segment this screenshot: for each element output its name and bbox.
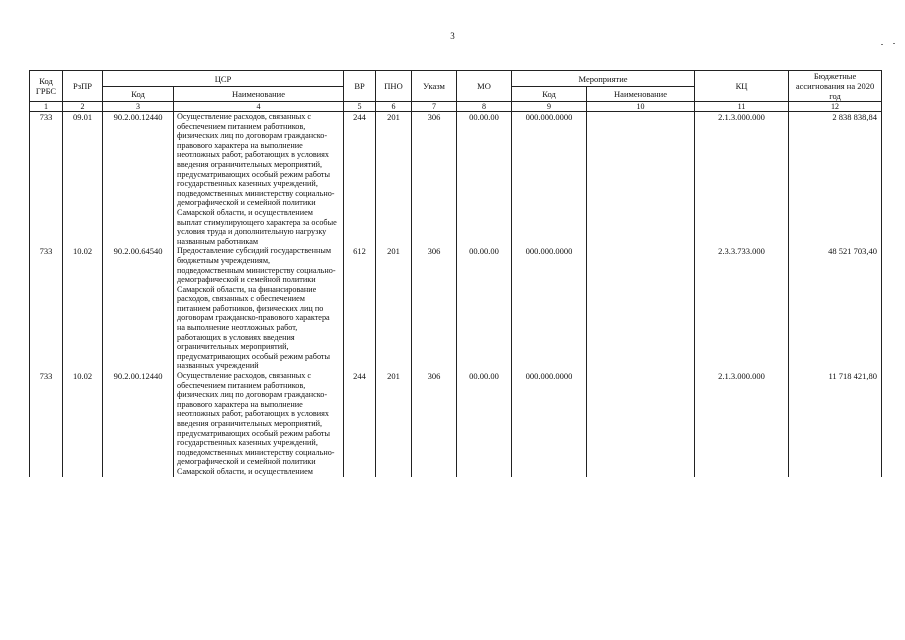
header-mo: МО <box>457 71 512 102</box>
column-number: 2 <box>63 102 103 112</box>
table-header <box>30 71 882 112</box>
cell-kc: 2.1.3.000.000 <box>695 371 789 477</box>
column-number: 1 <box>30 102 63 112</box>
header-csr-group: ЦСР <box>103 71 344 87</box>
cell-pno: 201 <box>376 246 412 371</box>
table-row <box>30 246 882 371</box>
scan-speck <box>893 43 895 44</box>
column-number: 4 <box>174 102 344 112</box>
header-ukazm: Указм <box>412 71 457 102</box>
cell-csr-name: Предоставление субсидий государственным бюджетным учреждениям, подведомственным министерству социально-демографической и семейной политики Самарской области, на финансирование расходов, связанных с обеспечением питанием работников, физических лиц по договорам гражданско-правового характера на выполнение неотложных работ, работающих в условиях введения ограничительных мероприятий, предусматривающих особый режим работы названных учреждений <box>174 246 344 371</box>
cell-ukazm: 306 <box>412 371 457 477</box>
header-csr-code: Код <box>103 87 174 102</box>
cell-mo: 00.00.00 <box>457 246 512 371</box>
cell-mo: 00.00.00 <box>457 371 512 477</box>
header-event-name: Наименование <box>587 87 695 102</box>
cell-rzpr: 09.01 <box>63 112 103 247</box>
table-row <box>30 371 882 477</box>
cell-pno: 201 <box>376 112 412 247</box>
cell-event-code: 000.000.0000 <box>512 112 587 247</box>
column-number: 5 <box>344 102 376 112</box>
cell-vr: 612 <box>344 246 376 371</box>
cell-csr-code: 90.2.00.12440 <box>103 371 174 477</box>
cell-mo: 00.00.00 <box>457 112 512 247</box>
header-vr: ВР <box>344 71 376 102</box>
cell-grbs: 733 <box>30 371 63 477</box>
cell-amount: 48 521 703,40 <box>789 246 882 371</box>
cell-vr: 244 <box>344 112 376 247</box>
cell-ukazm: 306 <box>412 246 457 371</box>
cell-event-name <box>587 371 695 477</box>
table-row <box>30 112 882 247</box>
header-allocations: Бюджетные ассигнования на 2020 год <box>789 71 882 102</box>
column-number: 7 <box>412 102 457 112</box>
header-csr-name: Наименование <box>174 87 344 102</box>
cell-csr-name: Осуществление расходов, связанных с обеспечением питанием работников, физических лиц по договорам гражданско-правового характера на выполнение неотложных работ, работающих в условиях введения ограничительных мероприятий, предусматривающих особый режим работы государственных казенных учреждений, подведомственных министерству социально-демографической и семейной политики Самарской области, и осуществлением выплат стимулирующего характера за особые условия труда и дополнительную нагрузку названным работникам <box>174 112 344 247</box>
column-number: 9 <box>512 102 587 112</box>
budget-allocation-table <box>29 70 882 477</box>
column-number: 12 <box>789 102 882 112</box>
cell-grbs: 733 <box>30 112 63 247</box>
header-event-code: Код <box>512 87 587 102</box>
scan-speck <box>881 44 883 45</box>
column-number: 11 <box>695 102 789 112</box>
cell-grbs: 733 <box>30 246 63 371</box>
cell-csr-code: 90.2.00.12440 <box>103 112 174 247</box>
column-number: 8 <box>457 102 512 112</box>
cell-event-name <box>587 246 695 371</box>
cell-pno: 201 <box>376 371 412 477</box>
cell-event-name <box>587 112 695 247</box>
cell-csr-name: Осуществление расходов, связанных с обеспечением питанием работников, физических лиц по договорам гражданско-правового характера на выполнение неотложных работ, работающих в условиях введения ограничительных мероприятий, предусматривающих особый режим работы государственных казенных учреждений, подведомственных министерству социально-демографической и семейной политики Самарской области, и осуществлением <box>174 371 344 477</box>
column-numbers-row <box>30 102 882 112</box>
cell-kc: 2.3.3.733.000 <box>695 246 789 371</box>
column-number: 3 <box>103 102 174 112</box>
header-rzpr: РзПР <box>63 71 103 102</box>
header-kc: КЦ <box>695 71 789 102</box>
header-grbs: Код ГРБС <box>30 71 63 102</box>
table-body <box>30 112 882 477</box>
cell-amount: 2 838 838,84 <box>789 112 882 247</box>
column-number: 10 <box>587 102 695 112</box>
cell-csr-code: 90.2.00.64540 <box>103 246 174 371</box>
cell-amount: 11 718 421,80 <box>789 371 882 477</box>
cell-rzpr: 10.02 <box>63 371 103 477</box>
cell-event-code: 000.000.0000 <box>512 246 587 371</box>
header-event-group: Мероприятие <box>512 71 695 87</box>
cell-vr: 244 <box>344 371 376 477</box>
cell-event-code: 000.000.0000 <box>512 371 587 477</box>
header-pno: ПНО <box>376 71 412 102</box>
cell-rzpr: 10.02 <box>63 246 103 371</box>
column-number: 6 <box>376 102 412 112</box>
cell-ukazm: 306 <box>412 112 457 247</box>
page-number: 3 <box>450 31 455 41</box>
cell-kc: 2.1.3.000.000 <box>695 112 789 247</box>
